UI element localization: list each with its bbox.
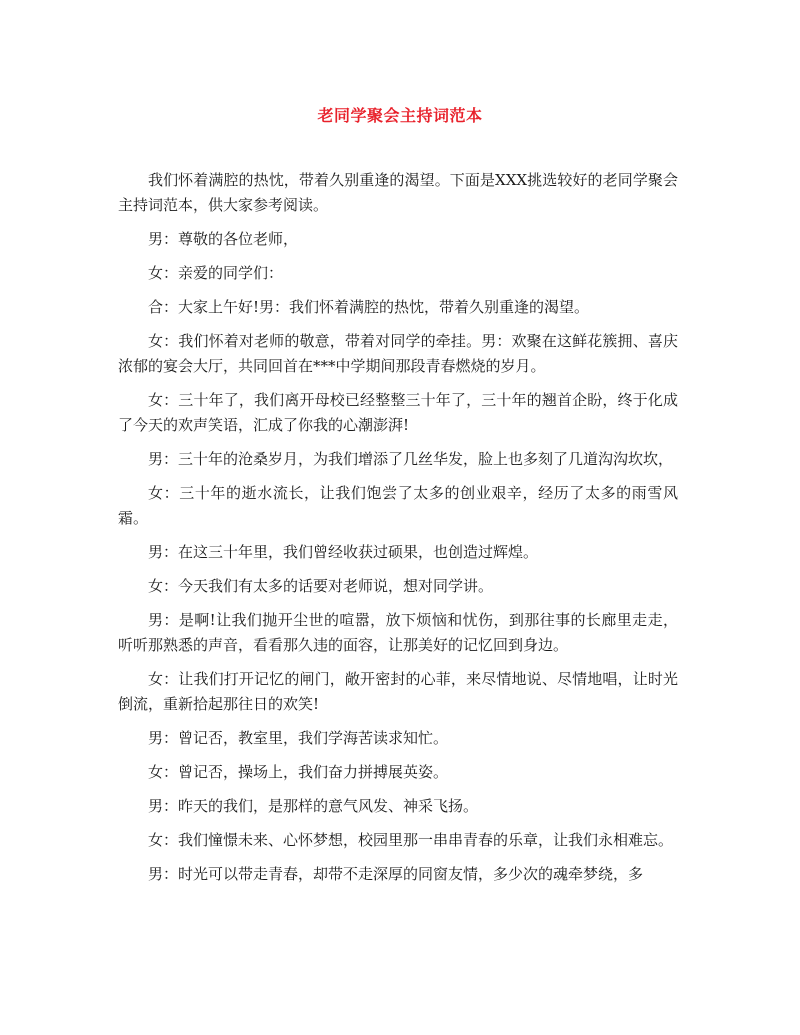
paragraph: 我们怀着满腔的热忱，带着久别重逢的渴望。下面是XXX挑选较好的老同学聚会主持词范本，供大家参考阅读。 bbox=[118, 171, 678, 214]
document-body bbox=[118, 168, 678, 896]
paragraph: 男：在这三十年里，我们曾经收获过硕果，也创造过辉煌。 bbox=[148, 543, 539, 561]
paragraph: 男：昨天的我们，是那样的意气风发、神采飞扬。 bbox=[148, 797, 479, 815]
paragraph: 男：尊敬的各位老师， bbox=[148, 230, 299, 248]
paragraph: 女：我们怀着对老师的敬意，带着对同学的牵挂。男：欢聚在这鲜花簇拥、喜庆浓郁的宴会大厅，共同回首在***中学期间那段青春燃烧的岁月。 bbox=[118, 332, 678, 375]
paragraph: 女：曾记否，操场上，我们奋力拼搏展英姿。 bbox=[148, 763, 449, 781]
paragraph: 女：亲爱的同学们： bbox=[148, 264, 284, 282]
paragraph: 女：让我们打开记忆的闸门，敞开密封的心菲，来尽情地说、尽情地唱，让时光倒流，重新拾起那往日的欢笑! bbox=[118, 670, 678, 713]
paragraph: 男：曾记否，教室里，我们学海苦读求知忙。 bbox=[148, 729, 449, 747]
paragraph: 合：大家上午好!男：我们怀着满腔的热忱，带着久别重逢的渴望。 bbox=[148, 298, 590, 316]
paragraph: 女：三十年了，我们离开母校已经整整三十年了，三十年的翘首企盼，终于化成了今天的欢声笑语，汇成了你我的心潮澎湃! bbox=[118, 391, 678, 434]
paragraph: 女：三十年的逝水流长，让我们饱尝了太多的创业艰辛，经历了太多的雨雪风霜。 bbox=[118, 484, 678, 527]
document-title: 老同学聚会主持词范本 bbox=[317, 106, 483, 125]
paragraph: 女：今天我们有太多的话要对老师说，想对同学讲。 bbox=[148, 577, 494, 595]
paragraph: 男：三十年的沧桑岁月，为我们增添了几丝华发，脸上也多刻了几道沟沟坎坎， bbox=[148, 450, 674, 468]
paragraph: 女：我们憧憬未来、心怀梦想，校园里那一串串青春的乐章，让我们永相难忘。 bbox=[148, 831, 674, 849]
paragraph: 男：时光可以带走青春，却带不走深厚的同窗友情，多少次的魂牵梦绕，多 bbox=[148, 865, 644, 883]
paragraph: 男：是啊!让我们抛开尘世的喧嚣，放下烦恼和忧伤，到那往事的长廊里走走，听听那熟悉的声音，看看那久违的面容，让那美好的记忆回到身边。 bbox=[118, 611, 678, 654]
